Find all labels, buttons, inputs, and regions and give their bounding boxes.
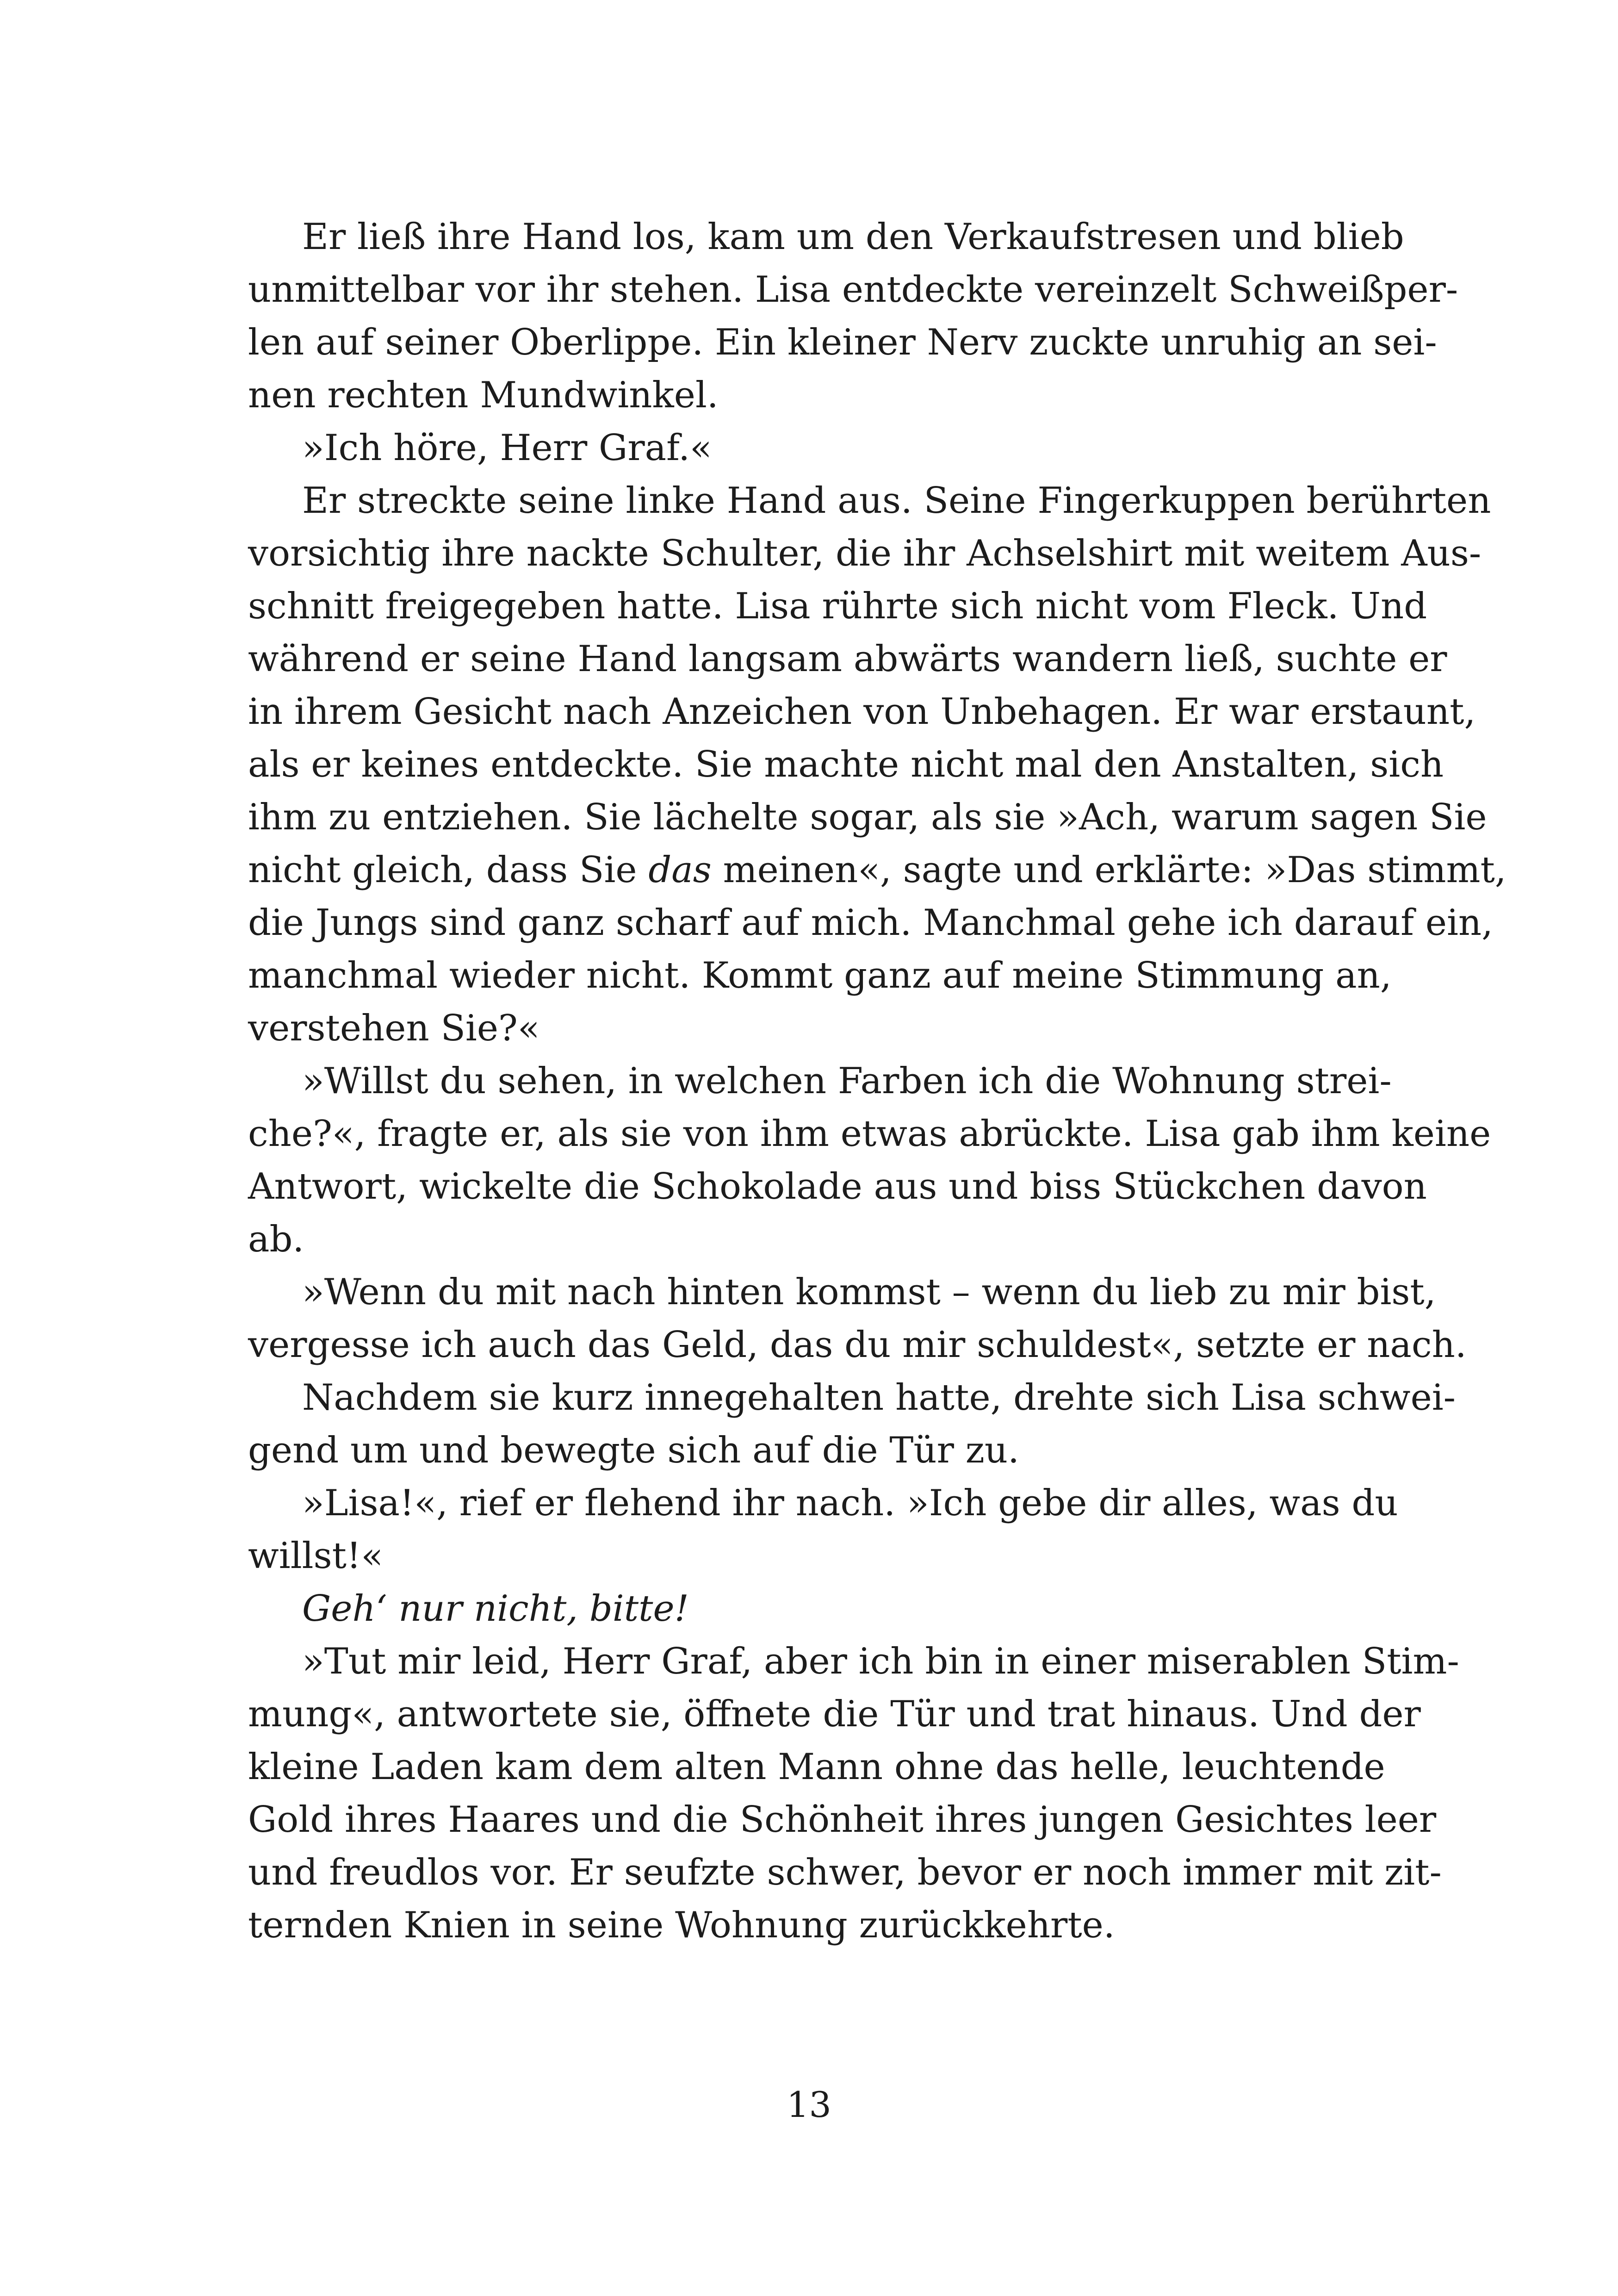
text-segment: meinen«, sagte und erklärte: »Das stimmt, [711,849,1506,891]
text-line: Antwort, wickelte die Schokolade aus und biss Stückchen davon [248,1166,1427,1207]
text-line: unmittelbar vor ihr stehen. Lisa entdeckte vereinzelt Schweißper- [248,269,1458,311]
emphasis-text: Geh‘ nur nicht, bitte! [302,1588,689,1630]
text-line: während er seine Hand langsam abwärts wandern ließ, suchte er [248,638,1447,680]
text-line: mung«, antwortete sie, öffnete die Tür und trat hinaus. Und der [248,1693,1421,1735]
text-line: ihm zu entziehen. Sie lächelte sogar, als sie »Ach, warum sagen Sie [248,796,1487,838]
emphasis-text: das [648,849,712,891]
text-line [248,844,1506,896]
page-number: 13 [787,2084,831,2125]
text-line: len auf seiner Oberlippe. Ein kleiner Nerv zuckte unruhig an sei- [248,322,1437,363]
text-line: in ihrem Gesicht nach Anzeichen von Unbehagen. Er war erstaunt, [248,691,1476,733]
text-line: ternden Knien in seine Wohnung zurückkehrte. [248,1904,1115,1946]
text-line: »Ich höre, Herr Graf.« [302,427,712,469]
text-line: »Willst du sehen, in welchen Farben ich die Wohnung strei- [302,1060,1392,1102]
text-line [248,1582,1377,1635]
text-line: Nachdem sie kurz innegehalten hatte, drehte sich Lisa schwei- [302,1377,1456,1419]
text-line: manchmal wieder nicht. Kommt ganz auf meine Stimmung an, [248,955,1392,996]
text-line: nen rechten Mundwinkel. [248,374,719,416]
text-line: Gold ihres Haares und die Schönheit ihres jungen Gesichtes leer [248,1799,1437,1841]
text-line: che?«, fragte er, als sie von ihm etwas abrückte. Lisa gab ihm keine [248,1113,1491,1155]
text-line: die Jungs sind ganz scharf auf mich. Manchmal gehe ich darauf ein, [248,902,1493,944]
text-line: »Wenn du mit nach hinten kommst – wenn du lieb zu mir bist, [302,1271,1436,1313]
text-line: willst!« [248,1535,384,1577]
text-line: vorsichtig ihre nackte Schulter, die ihr Achselshirt mit weitem Aus- [248,533,1482,574]
text-line: schnitt freigegeben hatte. Lisa rührte sich nicht vom Fleck. Und [248,585,1427,627]
text-line: »Tut mir leid, Herr Graf, aber ich bin in einer miserablen Stim- [302,1641,1459,1682]
text-line: als er keines entdeckte. Sie machte nicht mal den Anstalten, sich [248,744,1444,785]
body-text [248,211,1506,1952]
text-line: kleine Laden kam dem alten Mann ohne das helle, leuchtende [248,1746,1385,1788]
text-line: gend um und bewegte sich auf die Tür zu. [248,1430,1019,1471]
text-line: »Lisa!«, rief er flehend ihr nach. »Ich gebe dir alles, was du [302,1482,1398,1524]
text-line: verstehen Sie?« [248,1008,540,1049]
text-line: ab. [248,1219,304,1260]
text-line: Er streckte seine linke Hand aus. Seine Fingerkuppen berührten [302,480,1491,522]
text-segment: nicht gleich, dass Sie [248,849,649,891]
text-line: vergesse ich auch das Geld, das du mir schuldest«, setzte er nach. [248,1324,1467,1366]
text-line: Er ließ ihre Hand los, kam um den Verkaufstresen und blieb [302,216,1404,258]
text-line: und freudlos vor. Er seufzte schwer, bevor er noch immer mit zit- [248,1852,1442,1893]
